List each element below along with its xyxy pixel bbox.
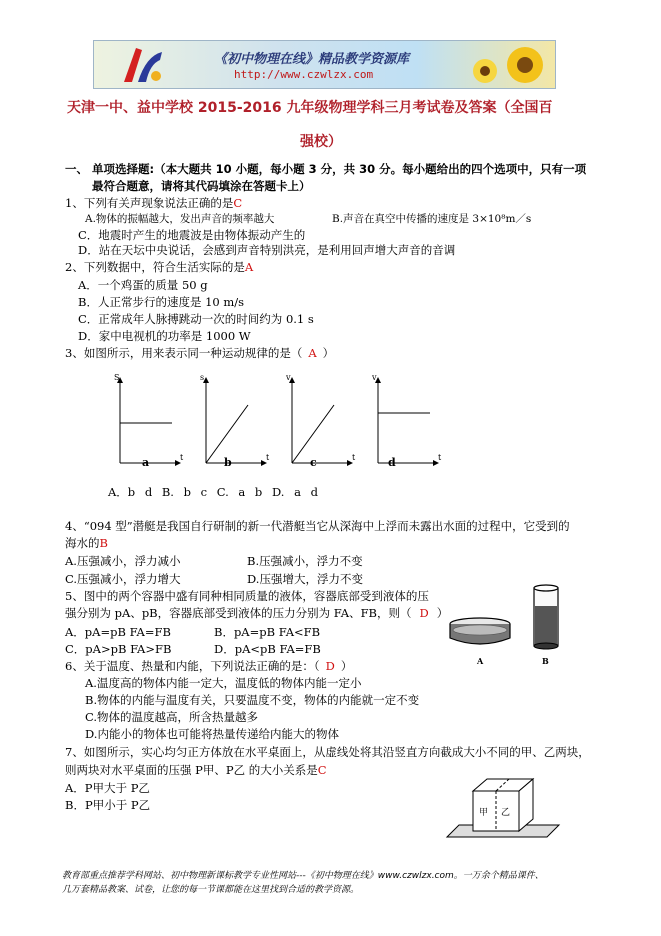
q5-stem: 5、图中的两个容器中盛有同种相同质量的液体，容器底部受到液体的压 bbox=[65, 589, 429, 603]
q6-option-b: B.物体的内能与温度有关，只要温度不变，物体的内能就一定不变 bbox=[85, 693, 420, 707]
page-title-cont: 强校） bbox=[300, 134, 342, 150]
graph-c-xlabel: t bbox=[352, 453, 356, 462]
q1-option-c: C．地震时产生的地震波是由物体振动产生的 bbox=[78, 228, 306, 242]
q6-option-a: A.温度高的物体内能一定大，温度低的物体内能一定小 bbox=[85, 676, 362, 690]
q6-stem: 6、关于温度、热量和内能，下列说法正确的是：（ D ） bbox=[65, 659, 353, 673]
q7-stem: 7、如图所示，实心均匀正方体放在水平桌面上，从虚线处将其沿竖直方向截成大小不同的甲、乙两块， bbox=[65, 745, 590, 759]
section-heading-cont: 最符合题意，请将其代码填涂在答题卡上） bbox=[92, 179, 311, 193]
logo-icon bbox=[116, 42, 176, 87]
graph-a bbox=[114, 373, 184, 469]
q7-fig-right-label: 乙 bbox=[501, 808, 511, 818]
q1-option-d: D．站在天坛中央说话，会感到声音特别洪亮，是利用回声增大声音的音调 bbox=[78, 243, 456, 257]
q3-stem: 3、如图所示，用来表示同一种运动规律的是（ A ） bbox=[65, 346, 335, 360]
q4-option-d: D.压强增大，浮力不变 bbox=[247, 572, 363, 586]
q2-option-b: B．人正常步行的速度是 10 m/s bbox=[78, 295, 245, 309]
sunflower-icon bbox=[465, 41, 555, 88]
q6-option-c: C.物体的温度越高，所含热量越多 bbox=[85, 710, 259, 724]
header-banner bbox=[93, 40, 556, 89]
q5-option-a: A．pA=pB FA=FB bbox=[65, 625, 171, 639]
q2-option-d: D．家中电视机的功率是 1000 W bbox=[78, 329, 251, 343]
q3-motion-graphs bbox=[110, 368, 450, 478]
banner-url[interactable]: http://www.czwlzx.com bbox=[234, 68, 374, 81]
q3-answer: A bbox=[308, 346, 317, 360]
q6-option-d: D.内能小的物体也可能将热量传递给内能大的物体 bbox=[85, 727, 339, 741]
q2-answer: A bbox=[244, 260, 254, 274]
q7-stem-cont: 则两块对水平桌面的压强 P甲、P乙 的大小关系是C bbox=[65, 763, 327, 777]
q7-cube-figure bbox=[443, 773, 563, 843]
q6-answer: D bbox=[325, 659, 335, 673]
graph-c-caption: c bbox=[310, 456, 317, 469]
graph-d-xlabel: t bbox=[438, 453, 442, 462]
q1-stem: 1、下列有关声现象说法正确的是C bbox=[65, 196, 243, 210]
graph-a-caption: a bbox=[142, 456, 150, 469]
q4-stem: 4、“094 型”潜艇是我国自行研制的新一代潜艇当它从深海中上浮而未露出水面的过程中，它受到的 bbox=[65, 519, 570, 533]
q4-answer: B bbox=[99, 536, 108, 550]
q7-answer: C bbox=[317, 763, 327, 777]
q2-option-c: C．正常成年人脉搏跳动一次的时间约为 0.1 s bbox=[78, 312, 314, 326]
graph-a-xlabel: t bbox=[180, 453, 184, 462]
q7-fig-left-label: 甲 bbox=[479, 808, 489, 818]
q5-option-c: C．pA>pB FA>FB bbox=[65, 642, 172, 656]
q7-option-b: B．P甲小于 P乙 bbox=[65, 798, 151, 812]
q1-answer: C bbox=[233, 196, 243, 210]
graph-b-xlabel: t bbox=[266, 453, 270, 462]
graph-b-caption: b bbox=[224, 456, 232, 469]
q1-option-a: A.物体的振幅越大，发出声音的频率越大 bbox=[85, 213, 275, 225]
banner-title: 《初中物理在线》精品教学资源库 bbox=[214, 52, 410, 67]
q4-option-c: C.压强减小，浮力增大 bbox=[65, 572, 181, 586]
q5-stem-cont: 强分别为 pA、pB，容器底部受到液体的压力分别为 FA、FB，则（ D ） bbox=[65, 606, 449, 620]
q2-stem: 2、下列数据中，符合生活实际的是A bbox=[65, 260, 254, 274]
q1-option-b: B.声音在真空中传播的速度是 3×10⁸m／s bbox=[332, 213, 532, 225]
graph-d-caption: d bbox=[388, 456, 396, 469]
graph-d-ylabel: v bbox=[372, 373, 377, 382]
q5-option-d: D．pA<pB FA=FB bbox=[214, 642, 321, 656]
graph-c-ylabel: v bbox=[286, 373, 291, 382]
section-heading: 一、 单项选择题:（本大题共 10 小题，每小题 3 分，共 30 分。每小题给出的四个选项中，只有一项 bbox=[65, 162, 587, 176]
footer-line-1: 教育部重点推荐学科网站、初中物理新课标教学专业性网站---《初中物理在线》www.czwlzx.com。一万余个精品课件、 bbox=[62, 871, 544, 881]
q7-option-a: A．P甲大于 P乙 bbox=[65, 781, 150, 795]
container-b-label: B bbox=[542, 656, 549, 666]
q5-option-b: B．pA=pB FA<FB bbox=[214, 625, 321, 639]
container-a bbox=[450, 618, 510, 666]
graph-b-ylabel: s bbox=[200, 373, 205, 382]
footer-line-2: 几万套精品教案、试卷，让您的每一节课都能在这里找到合适的教学资源。 bbox=[62, 885, 360, 895]
q5-answer: D bbox=[419, 606, 429, 620]
q4-option-b: B.压强减小，浮力不变 bbox=[247, 554, 363, 568]
q2-option-a: A．一个鸡蛋的质量 50 g bbox=[78, 278, 208, 292]
q4-stem-cont: 海水的B bbox=[65, 536, 108, 550]
q3-options: A．b d B. b c C. a b D. a d bbox=[108, 485, 318, 499]
container-b bbox=[534, 585, 558, 666]
graph-a-ylabel: S bbox=[114, 373, 120, 382]
graph-c bbox=[285, 373, 356, 469]
graph-b bbox=[200, 373, 270, 469]
q4-option-a: A.压强减小，浮力减小 bbox=[65, 554, 181, 568]
graph-d bbox=[371, 373, 442, 469]
container-a-label: A bbox=[477, 656, 484, 666]
q5-containers-figure bbox=[440, 580, 580, 670]
page-title: 天津一中、益中学校 2015-2016 九年级物理学科三月考试卷及答案（全国百 bbox=[67, 100, 553, 116]
